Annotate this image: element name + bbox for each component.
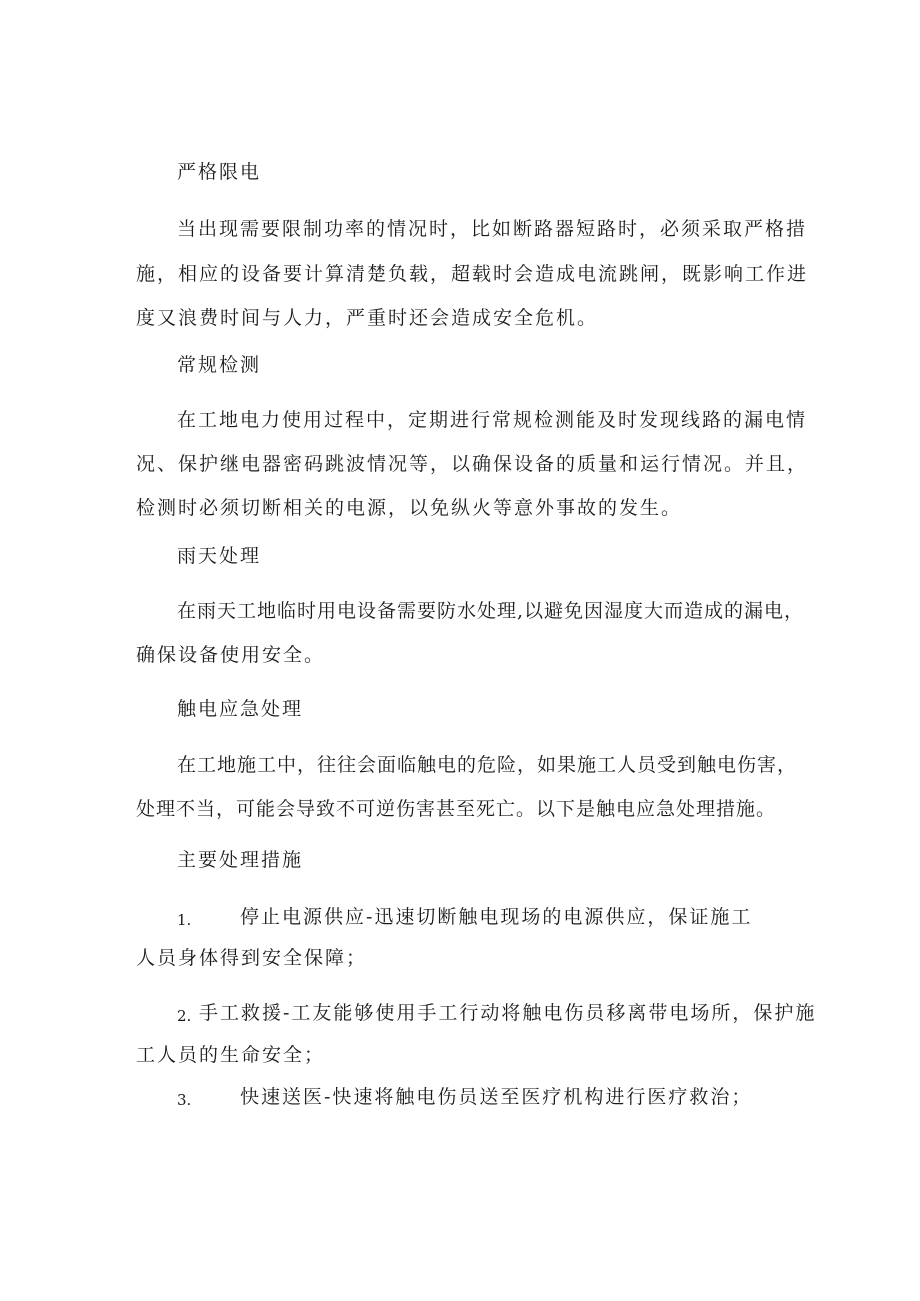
list-item-text: 人员身体得到安全保障； — [136, 947, 368, 969]
list-item-number: 3. — [177, 1091, 192, 1109]
section-heading: 雨天处理 — [177, 545, 262, 567]
list-item-text: 停止电源供应-迅速切断触电现场的电源供应，保证施工 — [240, 906, 753, 928]
list-item-text: 快速送医-快速将触电伤员送至医疗机构进行医疗救治； — [240, 1086, 753, 1108]
paragraph-line: 在工地施工中，往往会面临触电的危险，如果施工人员受到触电伤害， — [177, 754, 798, 776]
paragraph-line: 确保设备使用安全。 — [136, 644, 326, 666]
list-item-text: 手工救援-工友能够使用手工行动将触电伤员移离带电场所，保护施 — [199, 1002, 817, 1024]
section-heading: 常规检测 — [177, 354, 262, 376]
paragraph-line: 在雨天工地临时用电设备需要防水处理,以避免因湿度大而造成的漏电， — [177, 600, 805, 622]
paragraph-line: 况、保护继电器密码跳波情况等，以确保设备的质量和运行情况。并且， — [136, 453, 809, 475]
paragraph-line: 检测时必须切断相关的电源，以免纵火等意外事故的发生。 — [136, 497, 683, 519]
section-heading: 触电应急处理 — [177, 698, 304, 720]
paragraph-line: 度又浪费时间与人力，严重时还会造成安全危机。 — [136, 307, 599, 329]
list-item-number: 1. — [177, 911, 192, 929]
paragraph-line: 施，相应的设备要计算清楚负载，超载时会造成电流跳闸，既影响工作进 — [136, 263, 809, 285]
section-heading: 严格限电 — [177, 161, 262, 183]
list-item-number: 2. — [177, 1007, 192, 1025]
list-item-text: 工人员的生命安全； — [136, 1044, 326, 1066]
paragraph-line: 处理不当，可能会导致不可逆伤害甚至死亡。以下是触电应急处理措施。 — [136, 798, 777, 820]
paragraph-line: 在工地电力使用过程中，定期进行常规检测能及时发现线路的漏电情 — [177, 409, 808, 431]
paragraph-line: 当出现需要限制功率的情况时，比如断路器短路时，必须采取严格措 — [177, 218, 808, 240]
section-heading: 主要处理措施 — [177, 849, 304, 871]
